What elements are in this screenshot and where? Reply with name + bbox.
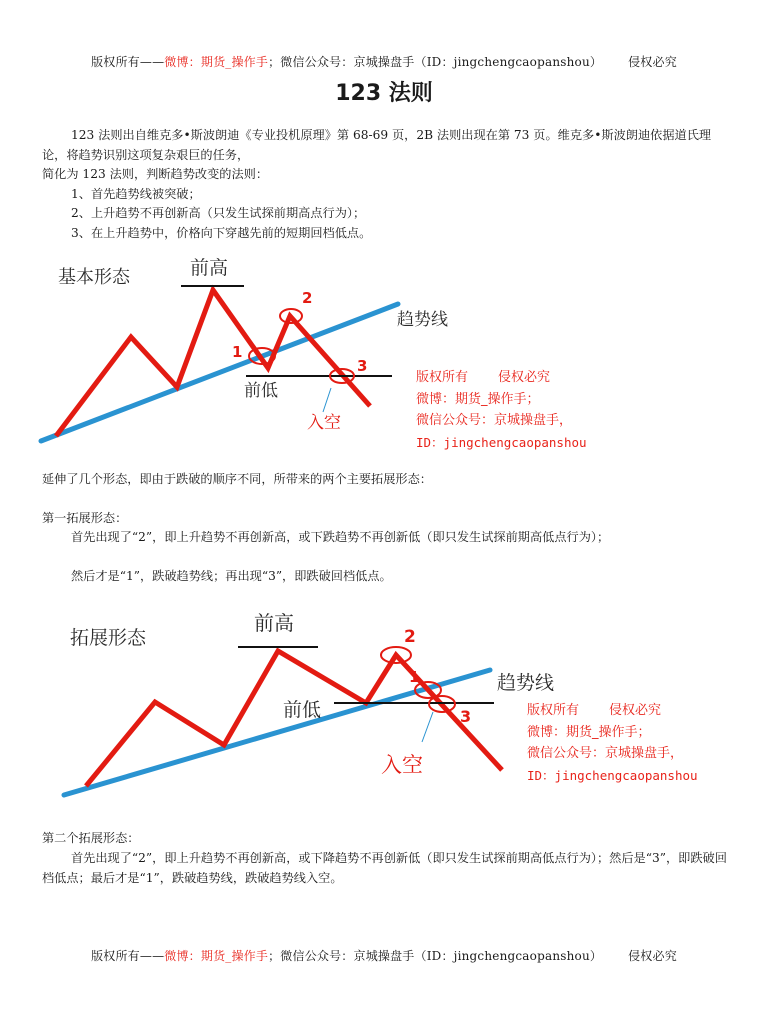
rule-3: 3、在上升趋势中，价格向下穿越先前的短期回档低点。	[71, 226, 372, 240]
chart1-point-1: 1	[232, 343, 243, 361]
chart2-prev-high: 前高	[254, 611, 294, 635]
footer-weibo: 微博：期货_操作手	[164, 949, 269, 963]
watermark-1: 版权所有 侵权必究 微博：期货_操作手； 微信公众号：京城操盘手， ID：jingchengcaopanshou	[416, 370, 587, 450]
chart1-prev-low: 前低	[244, 381, 278, 401]
header-weibo: 微博：期货_操作手	[164, 55, 269, 69]
header-notice: 侵权必究	[628, 55, 677, 69]
section-intro: 延伸了几个形态，即由于跌破的顺序不同，所带来的两个主要拓展形态：	[42, 472, 432, 486]
chart2-point-1: 1	[409, 668, 420, 686]
header-prefix: 版权所有——	[91, 55, 165, 69]
chart1-point-3: 3	[357, 357, 368, 375]
chart1-entry: 入空	[307, 413, 341, 433]
intro-paragraph: 123 法则出自维克多•斯波朗迪《专业投机原理》第 68-69 页，2B 法则出现在第 73 页。维克多•斯波朗迪依据道氏理论，将趋势识别这项复杂艰巨的任务，	[42, 128, 712, 162]
ext2-heading: 第二个拓展形态：	[42, 831, 140, 845]
chart1-trendline: 趋势线	[397, 310, 448, 330]
rule-1: 1、首先趋势线被突破；	[71, 187, 201, 201]
footer-prefix: 版权所有——	[91, 949, 165, 963]
footer-wechat: ；微信公众号：京城操盘手（ID：jingchengcaopanshou）	[268, 949, 603, 963]
chart1-point-2: 2	[302, 289, 313, 307]
footer-notice: 侵权必究	[628, 949, 677, 963]
watermark-2: 版权所有 侵权必究 微博：期货_操作手； 微信公众号：京城操盘手， ID：jingchengcaopanshou	[527, 703, 698, 783]
page-title: 123 法则	[335, 81, 433, 106]
page-footer	[0, 947, 768, 964]
chart2-point-2: 2	[404, 627, 416, 647]
ext1-body-1: 首先出现了“2”，即上升趋势不再创新高，或下跌趋势不再创新低（即只发生试探前期高低点行为）；	[71, 530, 610, 544]
chart1-prev-high: 前高	[190, 257, 229, 279]
rule-2: 2、上升趋势不再创新高（只发生试探前期高点行为）；	[71, 206, 366, 220]
chart2-prev-low: 前低	[283, 699, 322, 721]
chart2-point-3: 3	[460, 707, 472, 726]
header-wechat: ；微信公众号：京城操盘手（ID：jingchengcaopanshou）	[268, 55, 603, 69]
ext1-body-2: 然后才是“1”，跌破趋势线；再出现“3”，即跌破回档低点。	[71, 569, 392, 583]
ext1-heading: 第一拓展形态：	[42, 511, 128, 525]
chart2-entry: 入空	[381, 753, 423, 777]
chart1-title: 基本形态	[58, 267, 130, 288]
ext2-body: 首先出现了“2”，即上升趋势不再创新高，或下降趋势不再创新低（即只发生试探前期高低点行为）；然后是“3”，即跌破回档低点；最后才是“1”，跌破趋势线，跌破趋势线入空。	[42, 851, 727, 885]
intro-paragraph-2: 简化为 123 法则，判断趋势改变的法则：	[42, 167, 269, 181]
entry-arrow-2	[422, 712, 433, 742]
chart2-trendline: 趋势线	[497, 672, 555, 694]
chart2-title: 拓展形态	[70, 627, 147, 649]
